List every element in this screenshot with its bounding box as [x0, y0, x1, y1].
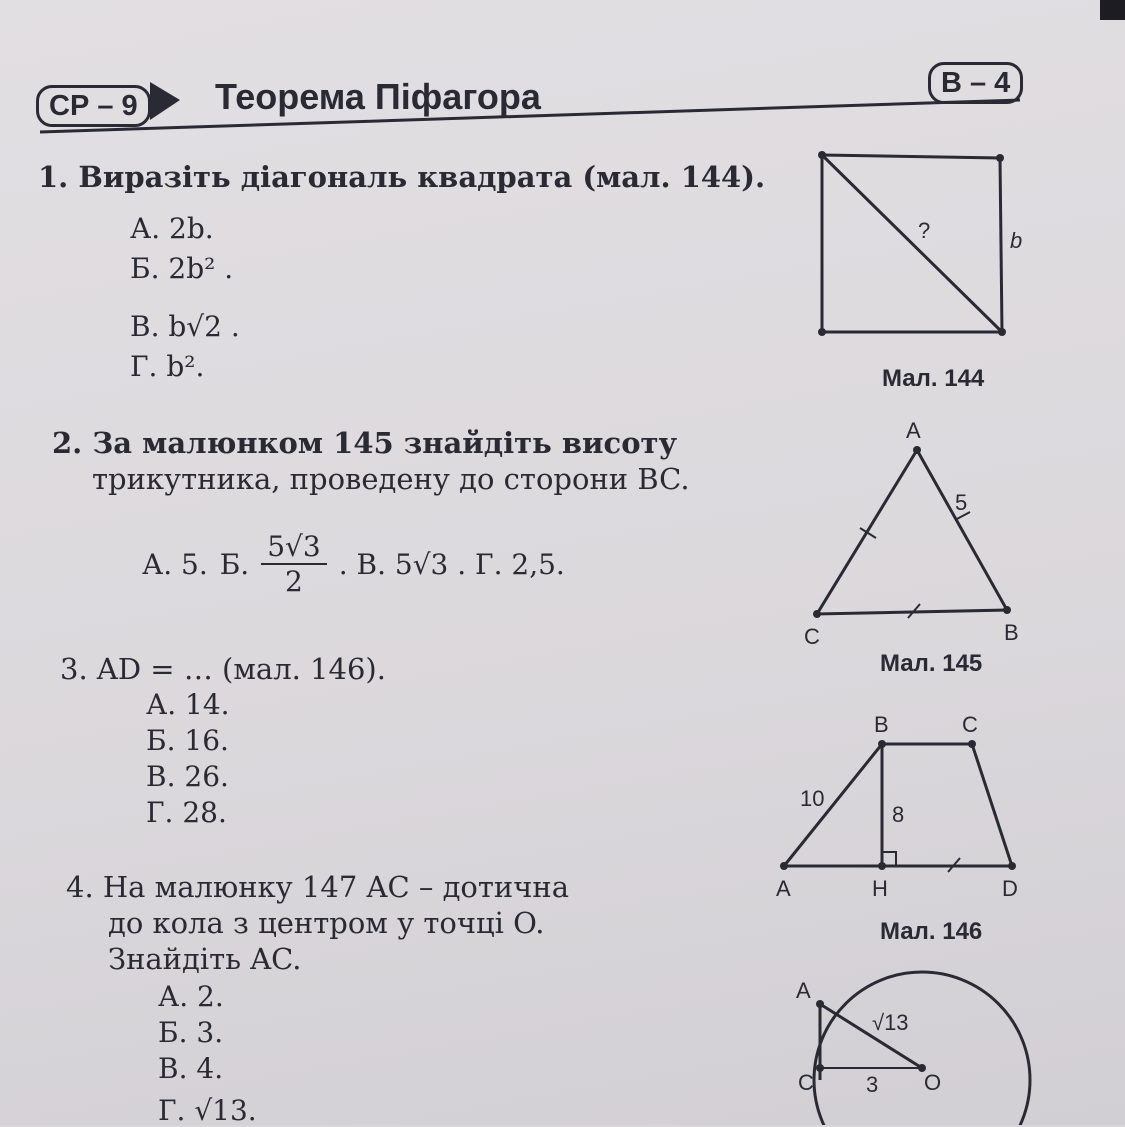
q3-option-a: А. 14. — [146, 688, 230, 721]
fig145-vertex-a: A — [906, 418, 921, 443]
q1-option-g: Г. b². — [130, 350, 205, 383]
fig145-vertex-b: B — [1004, 620, 1019, 645]
q1-option-v: В. b√2 . — [130, 310, 240, 343]
fig144-caption: Мал. 144 — [882, 365, 985, 392]
fig146-vertex-a: A — [776, 876, 791, 901]
fig146-vertex-b: B — [874, 712, 889, 737]
question-4-line1: 4. На малюнку 147 AC – дотична — [66, 870, 570, 904]
question-2-line1: 2. За малюнком 145 знайдіть висоту — [52, 426, 678, 460]
q4-option-b: Б. 3. — [158, 1016, 224, 1049]
q2-fraction-numerator: 5√3 — [261, 530, 326, 565]
q3-option-v: В. 26. — [146, 760, 229, 793]
fig144-diagonal-label: ? — [918, 218, 931, 243]
work-number-badge: СР – 9 — [36, 85, 151, 127]
fig145-vertex-c: C — [804, 624, 820, 649]
fig146-height-bh: 8 — [892, 802, 905, 827]
question-4-line2: до кола з центром у точці O. — [108, 906, 545, 940]
question-4-line3: Знайдіть AC. — [108, 942, 302, 976]
q4-option-v: В. 4. — [158, 1052, 224, 1085]
fig144-side-label: b — [1010, 228, 1023, 253]
q3-option-g: Г. 28. — [146, 796, 227, 829]
q2-option-a: А. 5. — [142, 547, 208, 581]
variant-badge: В – 4 — [928, 62, 1023, 104]
q1-option-b: Б. 2b² . — [130, 252, 234, 285]
question-2-line2: трикутника, проведену до сторони BC. — [92, 462, 690, 496]
fig145-side-label: 5 — [955, 490, 968, 515]
page-title: Теорема Піфагора — [215, 76, 541, 117]
fig147-side-ao: √13 — [872, 1010, 909, 1035]
q2-fraction-denominator: 2 — [285, 565, 303, 598]
fig147-side-co: 3 — [866, 1072, 879, 1097]
fig146-side-ab: 10 — [800, 786, 825, 811]
question-1-text: 1. Виразіть діагональ квадрата (мал. 144). — [38, 160, 766, 194]
q3-option-b: Б. 16. — [146, 724, 229, 757]
fig147-vertex-c: C — [798, 1070, 814, 1095]
q4-option-a: А. 2. — [158, 980, 224, 1013]
question-3-text: 3. AD = … (мал. 146). — [60, 652, 386, 686]
q4-option-g: Г. √13. — [158, 1094, 257, 1127]
fig147-vertex-a: A — [796, 978, 811, 1003]
fig145-caption: Мал. 145 — [880, 650, 983, 677]
fig146-caption: Мал. 146 — [880, 918, 983, 945]
fig146-vertex-h: H — [872, 876, 888, 901]
q2-options-rest: . В. 5√3 . Г. 2,5. — [338, 547, 565, 581]
fig146-vertex-c: C — [962, 712, 978, 737]
fig147-vertex-o: O — [924, 1070, 942, 1095]
q1-option-a: А. 2b. — [130, 212, 214, 245]
fig146-vertex-d: D — [1002, 876, 1018, 901]
q2-option-b-prefix: Б. — [219, 547, 250, 581]
